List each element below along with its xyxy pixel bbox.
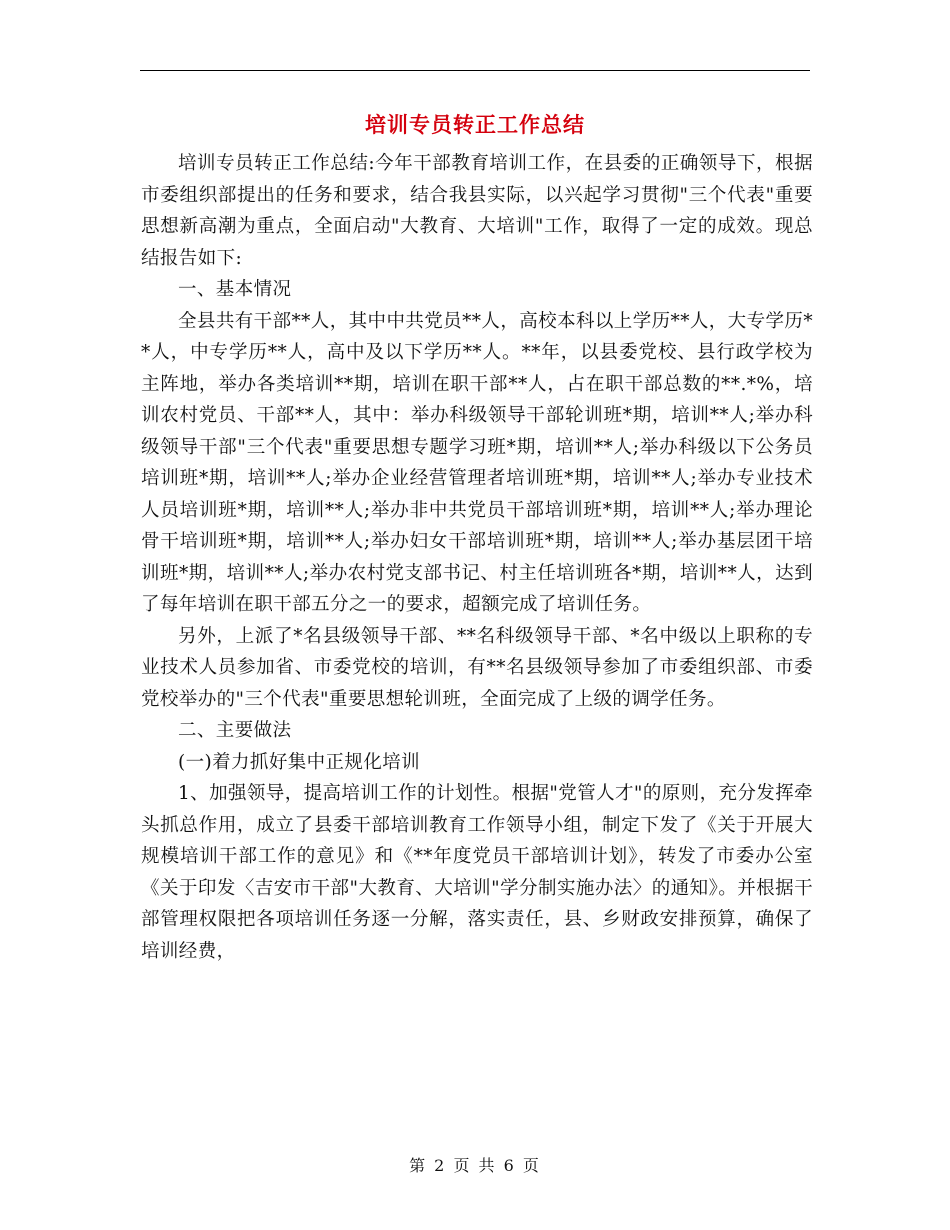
document-title: 培训专员转正工作总结 xyxy=(365,112,585,137)
section-heading-main-practices: 二、主要做法 xyxy=(178,720,292,741)
subsection-heading-centralized-training: (一)着力抓好集中正规化培训 xyxy=(178,751,421,773)
page-number: 第 2 页 共 6 页 xyxy=(409,1156,541,1175)
header-rule xyxy=(140,70,810,71)
section-heading-basic-situation: 一、基本情况 xyxy=(178,279,292,300)
basic-situation-paragraph: 全县共有干部**人，其中中共党员**人，高校本科以上学历**人，大专学历**人，中专学历**人，高中及以下学历**人。**年，以县委党校、县行政学校为主阵地，举办各类培训**期，培训在职干部**人，占在职干部总数的**.*%，培训农村党员、干部**人，其中：举办科级领导干部轮训班*期，培训**人;举办科级领导干部"三个代表"重要思想专题学习班*期，培训**人;举办科级以下公务员培训班*期，培训**人;举办企业经营管理者培训班*期，培训**人;举办专业技术人员培训班*期，培训**人;举办非中共党员干部培训班*期，培训**人;举办理论骨干培训班*期，培训**人;举办妇女干部培训班*期，培训**人;举办基层团干培训班*期，培训**人;举办农村党支部书记、村主任培训班各*期，培训**人，达到了每年培训在职干部五分之一的要求，超额完成了培训任务。 xyxy=(141,310,813,615)
leadership-paragraph: 1、加强领导，提高培训工作的计划性。根据"党管人才"的原则，充分发挥牵头抓总作用，成立了县委干部培训教育工作领导小组，制定下发了《关于开展大规模培训干部工作的意见》和《**年度党员干部培训计划》，转发了市委办公室《关于印发〈吉安市干部"大教育、大培训"学分制实施办法〉的通知》。并根据干部管理权限把各项培训任务逐一分解，落实责任，县、乡财政安排预算，确保了培训经费， xyxy=(141,783,813,962)
document-body xyxy=(141,148,813,967)
additional-training-paragraph: 另外，上派了*名县级领导干部、**名科级领导干部、*名中级以上职称的专业技术人员参加省、市委党校的培训，有**名县级领导参加了市委组织部、市委党校举办的"三个代表"重要思想轮训班，全面完成了上级的调学任务。 xyxy=(141,625,813,710)
intro-paragraph: 培训专员转正工作总结:今年干部教育培训工作，在县委的正确领导下，根据市委组织部提出的任务和要求，结合我县实际，以兴起学习贯彻"三个代表"重要思想新高潮为重点，全面启动"大教育、大培训"工作，取得了一定的成效。现总结报告如下: xyxy=(141,153,813,269)
